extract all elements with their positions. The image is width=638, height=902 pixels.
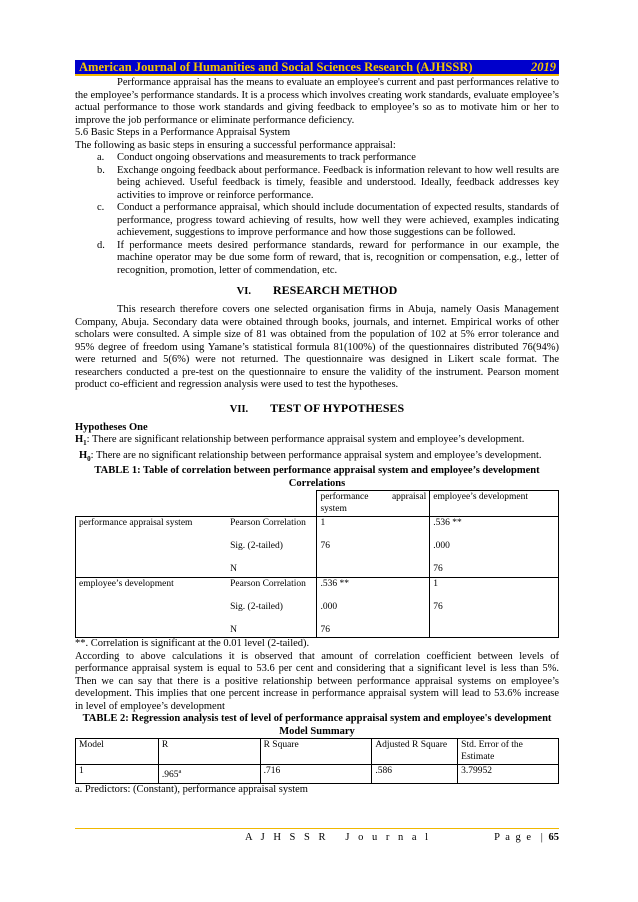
h1-text: : There are significant relationship between performance appraisal system and employee’s development.	[86, 434, 525, 445]
table-header-row	[76, 739, 559, 765]
table2-subcaption: Model Summary	[279, 725, 355, 737]
column-header: performance appraisal system	[317, 491, 430, 517]
list-item-text: If performance meets desired performance standards, reward for performance in our example, the machine operator may be due some form of reward, that is, recognition or compensation, e.g., letter of recognition, promotion, letter of commendation, etc.	[117, 239, 559, 276]
cell-value: 3.79952	[458, 765, 559, 784]
section-title: TEST OF HYPOTHESES	[270, 400, 405, 415]
journal-title: American Journal of Humanities and Social Sciences Research (AJHSSR)	[79, 59, 473, 74]
cell-value: 1	[433, 578, 438, 589]
table-row	[76, 765, 559, 784]
table2-footnote: a. Predictors: (Constant), performance appraisal system	[75, 783, 308, 795]
journal-year: 2019	[531, 59, 556, 74]
table-row	[76, 577, 559, 638]
cell-value: .000	[320, 601, 338, 612]
section-heading-test-of-hypotheses	[75, 401, 559, 417]
h1-subscript: 1	[83, 439, 87, 448]
list-marker: b.	[97, 164, 105, 176]
section-number: VI.	[236, 286, 251, 297]
table-cell	[227, 517, 317, 578]
list-item-text: Conduct ongoing observations and measurements to track performance	[117, 152, 416, 163]
stat-label: Sig. (2-tailed)	[230, 601, 283, 612]
table-cell	[227, 577, 317, 638]
table-cell	[430, 517, 559, 578]
correlation-table	[75, 490, 559, 638]
steps-intro: The following as basic steps in ensuring a successful performance appraisal:	[75, 139, 396, 151]
table-cell	[76, 491, 228, 517]
h0-subscript: 0	[87, 454, 91, 463]
hypotheses-heading: Hypotheses One	[75, 421, 148, 433]
table-cell	[317, 517, 430, 578]
list-marker: a.	[97, 152, 105, 163]
list-item	[75, 165, 559, 203]
row-label: performance appraisal system	[76, 517, 228, 578]
column-header: employee’s development	[430, 491, 559, 517]
journal-header-bar	[75, 60, 559, 76]
cell-value: 76	[320, 624, 330, 635]
cell-value: 1	[76, 765, 159, 784]
subsection-title: 5.6 Basic Steps in a Performance Appraisal System	[75, 127, 291, 138]
regression-table	[75, 738, 559, 784]
cell-value	[320, 564, 426, 576]
cell-value: .536 **	[320, 578, 349, 589]
cell-value: .586	[372, 765, 458, 784]
interpretation-paragraph: According to above calculations it is observed that amount of correlation coefficient between levels of performance appraisal system is equal to 53.6 per cent and considering that a significant level is less than 5%. Then we can say that there is a positive relationship between performance appraisal systems on employee’s development. This implies that one percent increase in performance appraisal system will lead to 53.6% increase in level of employee’s development	[75, 650, 559, 712]
column-header: Std. Error of the Estimate	[458, 739, 559, 765]
superscript: a	[178, 768, 182, 776]
list-item-text: Exchange ongoing feedback about performance. Feedback is information relevant to how well results are being achieved. Useful feedback is timely, feasible and understood. Ideally, feedback addresses key activities to improve or reinforce performance.	[117, 164, 560, 201]
table1-footnote: **. Correlation is significant at the 0.01 level (2-tailed).	[75, 638, 310, 650]
list-marker: d.	[97, 239, 105, 251]
table-cell	[317, 577, 430, 638]
intro-paragraph: Performance appraisal has the means to evaluate an employee's current and past performances relative to the employee’s performance standards. It is a process which involves creating work standards, evaluate employee’s actual performance to those work standards and giving feedback to employee’s so as to motivate him or her to improve the job performance or eliminate performance deficiency.	[75, 77, 560, 126]
column-header: Model	[76, 739, 159, 765]
footer-page	[494, 832, 559, 843]
stat-label: Pearson Correlation	[230, 578, 306, 589]
page-label: P a g e |	[494, 832, 545, 843]
table1-subcaption: Correlations	[288, 477, 346, 489]
cell-value: 76	[433, 564, 443, 575]
cell-value: 76	[320, 541, 330, 552]
list-item-text: Conduct a performance appraisal, which should include documentation of expected results, standards of performance, progress toward achieving of results, how well they were achieved, examples indicating achievement, suggestions to improve performance and how those suggestions can be followed.	[117, 202, 559, 238]
section-title: RESEARCH METHOD	[272, 283, 398, 297]
stat-label: Pearson Correlation	[230, 518, 306, 529]
h1-label: H	[75, 434, 84, 445]
table-row	[76, 517, 559, 578]
cell-value	[433, 625, 555, 637]
column-header: R Square	[260, 739, 372, 765]
table2-caption: TABLE 2: Regression analysis test of level of performance appraisal system and employee's development	[82, 713, 552, 725]
stat-label: Sig. (2-tailed)	[230, 541, 283, 552]
article-body	[75, 77, 559, 796]
row-label: employee’s development	[76, 577, 228, 638]
stat-label: N	[230, 564, 237, 575]
column-header: Adjusted R Square	[372, 739, 458, 765]
cell-value: .000	[433, 541, 450, 552]
page-number: 65	[548, 832, 559, 843]
hypothesis-h1	[75, 434, 559, 450]
cell-value: .536 **	[433, 518, 462, 529]
section-heading-research-method	[75, 283, 559, 299]
list-item	[75, 202, 559, 240]
steps-list	[75, 152, 559, 277]
footer-divider	[75, 828, 559, 829]
cell-value: .716	[260, 765, 372, 784]
list-marker: c.	[97, 202, 105, 213]
stat-label: N	[230, 624, 237, 635]
research-method-paragraph: This research therefore covers one selected organisation firms in Abuja, namely Oasis Management Company, Abuja. Secondary data were obtained through books, journals, and internet. Empirical works of other scholars were consulted. A simple size of 81 was obtained from the population of 102 at 5% error tolerance and 95% degree of freedom using Yamane’s statistical formula 81(100%) of the questionnaires distributed 76(94%) were returned and 5(6%) were not returned. The questionnaire was designed in Likert scale format. The researchers conducted a pre-test on the questionnaire to ensure the validity of the instrument. Pearson moment product co-efficient and regression analysis were used to test the hypotheses.	[75, 304, 559, 390]
section-number: VII.	[229, 403, 249, 415]
table-cell	[227, 491, 317, 517]
table1-caption: TABLE 1: Table of correlation between performance appraisal system and employee’s development	[94, 465, 540, 477]
hypothesis-h0	[75, 450, 559, 466]
h0-text: : There are no significant relationship between performance appraisal system and employee’s development.	[90, 449, 542, 461]
table-header-row	[76, 491, 559, 517]
cell-value: 1	[320, 518, 326, 529]
column-header: R	[158, 739, 260, 765]
cell-value: 76	[433, 601, 443, 612]
table-cell	[430, 577, 559, 638]
list-item	[75, 152, 559, 165]
cell-value: .965	[161, 770, 179, 781]
list-item	[75, 240, 559, 278]
h0-label: H	[79, 449, 88, 461]
page-footer	[75, 832, 559, 843]
table-cell	[158, 765, 260, 784]
footer-journal: A J H S S R J o u r n a l	[245, 832, 432, 843]
